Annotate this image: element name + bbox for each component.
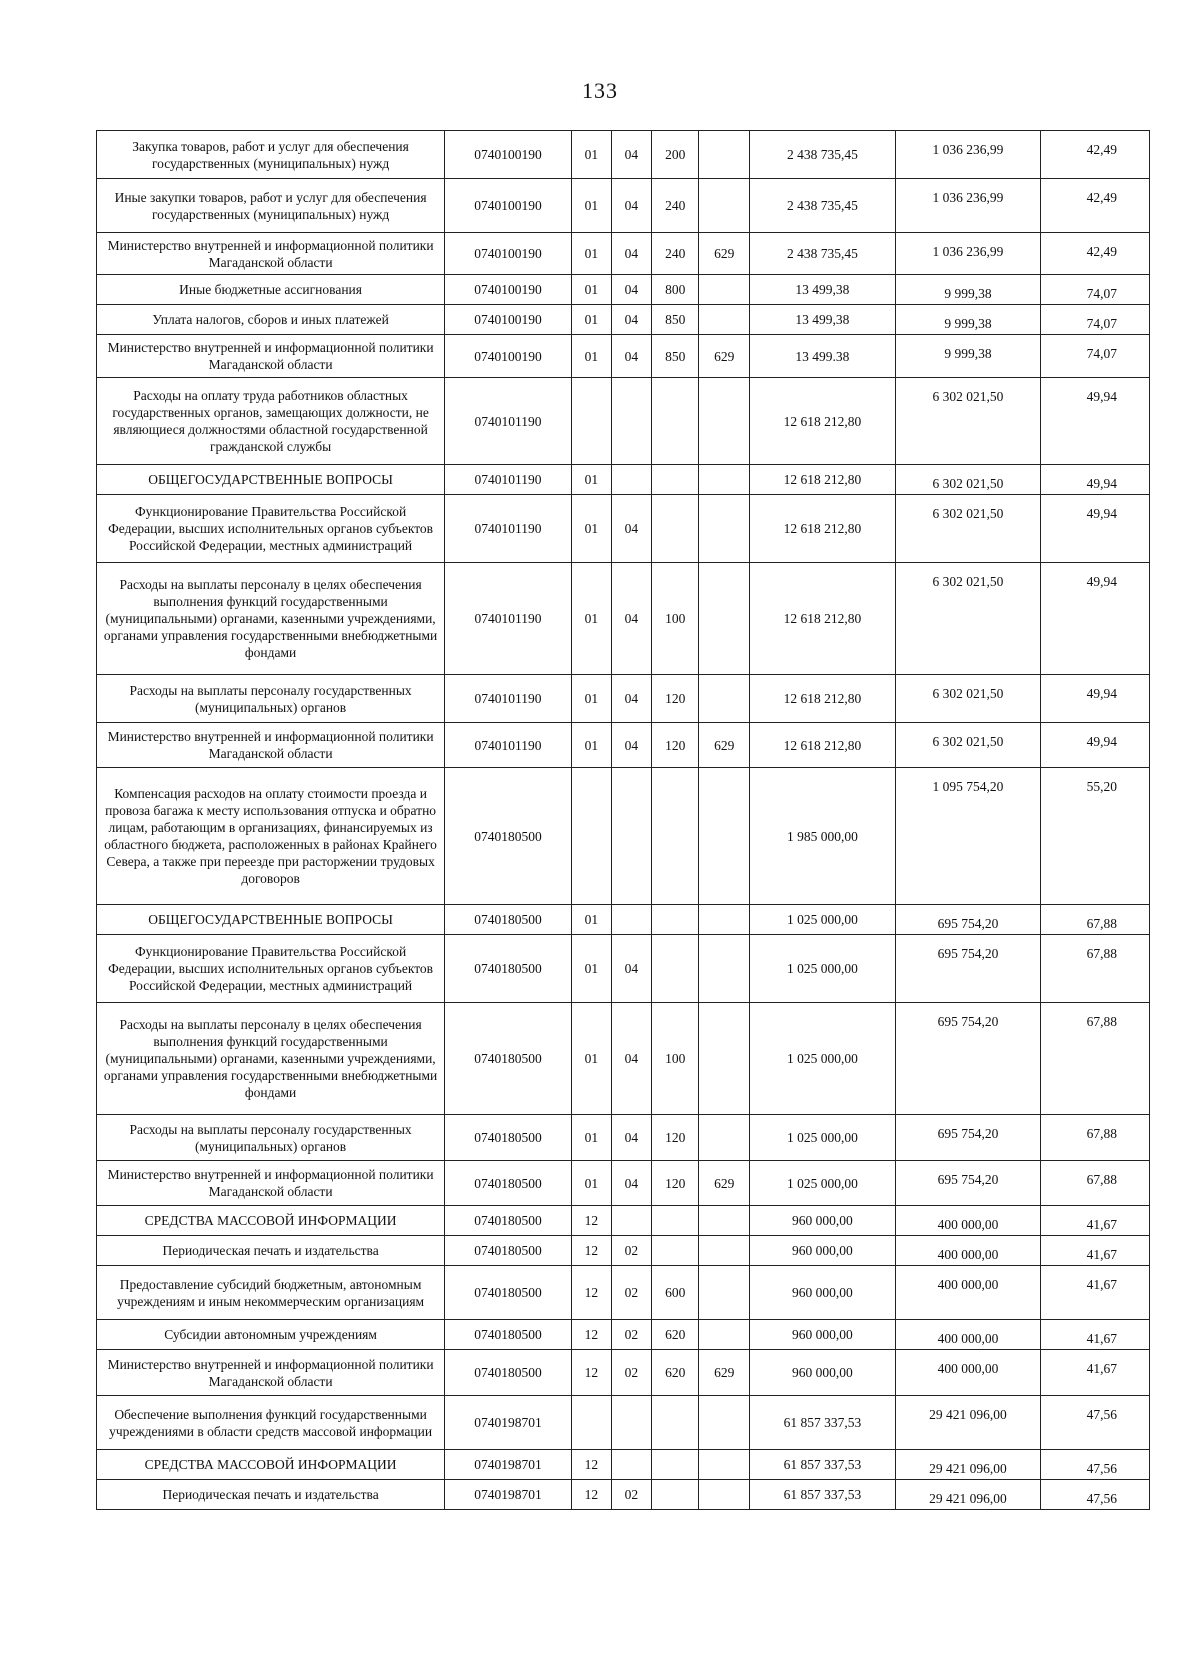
table-row (97, 305, 1150, 335)
row-name-cell: Министерство внутренней и информационной политики Магаданской области (97, 1350, 445, 1396)
row-csr-code-cell: 0740100190 (445, 179, 572, 233)
row-csr-code-cell: 0740198701 (445, 1396, 572, 1450)
row-subsection-code-cell (611, 1450, 651, 1480)
row-executed-amount-cell: 29 421 096,00 (895, 1396, 1041, 1450)
row-section-code-cell: 01 (571, 563, 611, 675)
row-ministry-code-cell (699, 1003, 750, 1115)
row-planned-amount-cell: 13 499,38 (750, 275, 896, 305)
row-ministry-code-cell: 629 (699, 723, 750, 768)
row-section-code-cell: 12 (571, 1266, 611, 1320)
row-ministry-code-cell (699, 1396, 750, 1450)
table-row (97, 1480, 1150, 1510)
row-percent-cell: 41,67 (1041, 1320, 1150, 1350)
row-csr-code-cell: 0740101190 (445, 378, 572, 465)
row-percent-cell: 49,94 (1041, 675, 1150, 723)
row-percent-cell: 67,88 (1041, 1161, 1150, 1206)
row-csr-code-cell: 0740180500 (445, 1266, 572, 1320)
row-expense-type-cell: 120 (651, 723, 698, 768)
row-name-cell: Функционирование Правительства Российской Федерации, высших исполнительных органов субъектов Российской Федерации, местных администраций (97, 495, 445, 563)
row-percent-cell: 67,88 (1041, 935, 1150, 1003)
row-expense-type-cell (651, 495, 698, 563)
row-ministry-code-cell (699, 563, 750, 675)
row-planned-amount-cell: 960 000,00 (750, 1206, 896, 1236)
row-ministry-code-cell (699, 495, 750, 563)
row-subsection-code-cell: 04 (611, 675, 651, 723)
row-subsection-code-cell (611, 465, 651, 495)
row-planned-amount-cell: 13 499.38 (750, 335, 896, 378)
row-ministry-code-cell (699, 275, 750, 305)
row-percent-cell: 67,88 (1041, 1003, 1150, 1115)
row-expense-type-cell (651, 1480, 698, 1510)
table-row (97, 1450, 1150, 1480)
row-ministry-code-cell: 629 (699, 1161, 750, 1206)
row-name-cell: Расходы на выплаты персоналу в целях обеспечения выполнения функций государственными (муниципальными) органами, казенными учреждениями, органами управления государственными внебюджетными фондами (97, 563, 445, 675)
row-ministry-code-cell (699, 1480, 750, 1510)
row-percent-cell: 42,49 (1041, 233, 1150, 275)
table-row (97, 1003, 1150, 1115)
row-section-code-cell: 01 (571, 179, 611, 233)
table-row (97, 563, 1150, 675)
row-percent-cell: 42,49 (1041, 131, 1150, 179)
row-section-code-cell: 01 (571, 275, 611, 305)
row-executed-amount-cell: 695 754,20 (895, 1003, 1041, 1115)
row-executed-amount-cell: 1 095 754,20 (895, 768, 1041, 905)
row-planned-amount-cell: 12 618 212,80 (750, 723, 896, 768)
row-subsection-code-cell: 04 (611, 563, 651, 675)
row-name-cell: Периодическая печать и издательства (97, 1236, 445, 1266)
row-planned-amount-cell: 2 438 735,45 (750, 233, 896, 275)
row-planned-amount-cell: 960 000,00 (750, 1350, 896, 1396)
row-expense-type-cell: 620 (651, 1320, 698, 1350)
row-subsection-code-cell: 02 (611, 1266, 651, 1320)
row-name-cell: Министерство внутренней и информационной политики Магаданской области (97, 723, 445, 768)
row-subsection-code-cell: 02 (611, 1350, 651, 1396)
row-name-cell: Уплата налогов, сборов и иных платежей (97, 305, 445, 335)
row-ministry-code-cell (699, 1206, 750, 1236)
row-section-code-cell: 01 (571, 905, 611, 935)
row-ministry-code-cell (699, 1450, 750, 1480)
row-subsection-code-cell (611, 1396, 651, 1450)
row-expense-type-cell: 240 (651, 233, 698, 275)
table-row (97, 1320, 1150, 1350)
row-executed-amount-cell: 695 754,20 (895, 1115, 1041, 1161)
row-ministry-code-cell (699, 935, 750, 1003)
row-section-code-cell: 12 (571, 1320, 611, 1350)
row-subsection-code-cell: 04 (611, 723, 651, 768)
row-executed-amount-cell: 1 036 236,99 (895, 179, 1041, 233)
row-section-code-cell: 01 (571, 495, 611, 563)
row-percent-cell: 49,94 (1041, 378, 1150, 465)
row-expense-type-cell: 200 (651, 131, 698, 179)
row-executed-amount-cell: 6 302 021,50 (895, 723, 1041, 768)
row-planned-amount-cell: 12 618 212,80 (750, 675, 896, 723)
row-subsection-code-cell: 04 (611, 495, 651, 563)
row-section-code-cell: 01 (571, 131, 611, 179)
row-csr-code-cell: 0740180500 (445, 1115, 572, 1161)
row-expense-type-cell: 240 (651, 179, 698, 233)
row-name-cell: Министерство внутренней и информационной политики Магаданской области (97, 233, 445, 275)
row-expense-type-cell: 600 (651, 1266, 698, 1320)
row-percent-cell: 41,67 (1041, 1206, 1150, 1236)
row-executed-amount-cell: 400 000,00 (895, 1236, 1041, 1266)
row-executed-amount-cell: 1 036 236,99 (895, 233, 1041, 275)
row-executed-amount-cell: 695 754,20 (895, 1161, 1041, 1206)
row-subsection-code-cell (611, 1206, 651, 1236)
row-name-cell: Обеспечение выполнения функций государственными учреждениями в области средств массовой информации (97, 1396, 445, 1450)
row-planned-amount-cell: 1 025 000,00 (750, 935, 896, 1003)
row-csr-code-cell: 0740101190 (445, 675, 572, 723)
row-planned-amount-cell: 960 000,00 (750, 1266, 896, 1320)
row-csr-code-cell: 0740100190 (445, 233, 572, 275)
row-planned-amount-cell: 1 025 000,00 (750, 1115, 896, 1161)
row-executed-amount-cell: 6 302 021,50 (895, 495, 1041, 563)
table-row (97, 335, 1150, 378)
row-csr-code-cell: 0740180500 (445, 905, 572, 935)
row-csr-code-cell: 0740100190 (445, 131, 572, 179)
row-csr-code-cell: 0740180500 (445, 1350, 572, 1396)
row-section-code-cell: 01 (571, 723, 611, 768)
row-section-code-cell: 01 (571, 233, 611, 275)
row-ministry-code-cell (699, 179, 750, 233)
row-percent-cell: 41,67 (1041, 1236, 1150, 1266)
row-subsection-code-cell (611, 905, 651, 935)
row-name-cell: Иные закупки товаров, работ и услуг для обеспечения государственных (муниципальных) нужд (97, 179, 445, 233)
row-csr-code-cell: 0740101190 (445, 723, 572, 768)
table-row (97, 275, 1150, 305)
row-csr-code-cell: 0740100190 (445, 275, 572, 305)
row-section-code-cell (571, 1396, 611, 1450)
table-row (97, 179, 1150, 233)
row-executed-amount-cell: 9 999,38 (895, 305, 1041, 335)
table-row (97, 1350, 1150, 1396)
row-name-cell: Периодическая печать и издательства (97, 1480, 445, 1510)
row-subsection-code-cell: 02 (611, 1480, 651, 1510)
row-planned-amount-cell: 12 618 212,80 (750, 378, 896, 465)
row-executed-amount-cell: 400 000,00 (895, 1350, 1041, 1396)
row-expense-type-cell: 100 (651, 563, 698, 675)
row-name-cell: Министерство внутренней и информационной политики Магаданской области (97, 335, 445, 378)
table-row (97, 723, 1150, 768)
row-csr-code-cell: 0740100190 (445, 335, 572, 378)
row-name-cell: Расходы на выплаты персоналу в целях обеспечения выполнения функций государственными (муниципальными) органами, казенными учреждениями, органами управления государственными внебюджетными фондами (97, 1003, 445, 1115)
row-planned-amount-cell: 61 857 337,53 (750, 1396, 896, 1450)
row-percent-cell: 41,67 (1041, 1350, 1150, 1396)
table-row (97, 495, 1150, 563)
table-row (97, 1396, 1150, 1450)
row-planned-amount-cell: 960 000,00 (750, 1320, 896, 1350)
row-csr-code-cell: 0740180500 (445, 1161, 572, 1206)
row-executed-amount-cell: 29 421 096,00 (895, 1480, 1041, 1510)
table-row (97, 935, 1150, 1003)
row-name-cell: СРЕДСТВА МАССОВОЙ ИНФОРМАЦИИ (97, 1450, 445, 1480)
row-planned-amount-cell: 61 857 337,53 (750, 1450, 896, 1480)
row-ministry-code-cell (699, 1320, 750, 1350)
row-executed-amount-cell: 400 000,00 (895, 1206, 1041, 1236)
row-subsection-code-cell: 04 (611, 335, 651, 378)
row-expense-type-cell (651, 1206, 698, 1236)
row-executed-amount-cell: 6 302 021,50 (895, 465, 1041, 495)
row-expense-type-cell: 800 (651, 275, 698, 305)
table-row (97, 905, 1150, 935)
table-row (97, 378, 1150, 465)
row-name-cell: Компенсация расходов на оплату стоимости проезда и провоза багажа к месту использования отпуска и обратно лицам, работающим в организациях, финансируемых из областного бюджета, расположенных в районах Крайнего Севера, а также при переезде при расторжении трудовых договоров (97, 768, 445, 905)
row-csr-code-cell: 0740180500 (445, 1320, 572, 1350)
table-row (97, 131, 1150, 179)
row-section-code-cell: 01 (571, 935, 611, 1003)
row-section-code-cell: 01 (571, 675, 611, 723)
row-csr-code-cell: 0740101190 (445, 563, 572, 675)
row-ministry-code-cell (699, 1236, 750, 1266)
table-row (97, 1206, 1150, 1236)
row-percent-cell: 47,56 (1041, 1480, 1150, 1510)
row-subsection-code-cell: 04 (611, 1161, 651, 1206)
row-section-code-cell: 01 (571, 305, 611, 335)
row-percent-cell: 55,20 (1041, 768, 1150, 905)
row-section-code-cell: 01 (571, 335, 611, 378)
row-executed-amount-cell: 400 000,00 (895, 1320, 1041, 1350)
table-row (97, 1161, 1150, 1206)
row-executed-amount-cell: 695 754,20 (895, 905, 1041, 935)
row-executed-amount-cell: 9 999,38 (895, 335, 1041, 378)
row-ministry-code-cell: 629 (699, 233, 750, 275)
row-csr-code-cell: 0740198701 (445, 1450, 572, 1480)
row-section-code-cell: 12 (571, 1236, 611, 1266)
row-ministry-code-cell (699, 378, 750, 465)
row-section-code-cell: 01 (571, 465, 611, 495)
row-csr-code-cell: 0740180500 (445, 1236, 572, 1266)
row-expense-type-cell (651, 1236, 698, 1266)
row-percent-cell: 74,07 (1041, 275, 1150, 305)
row-name-cell: Закупка товаров, работ и услуг для обеспечения государственных (муниципальных) нужд (97, 131, 445, 179)
row-section-code-cell: 12 (571, 1480, 611, 1510)
row-expense-type-cell: 850 (651, 305, 698, 335)
row-expense-type-cell (651, 1396, 698, 1450)
row-executed-amount-cell: 29 421 096,00 (895, 1450, 1041, 1480)
row-section-code-cell (571, 768, 611, 905)
row-ministry-code-cell (699, 1266, 750, 1320)
row-ministry-code-cell (699, 131, 750, 179)
row-section-code-cell (571, 378, 611, 465)
row-percent-cell: 49,94 (1041, 465, 1150, 495)
row-name-cell: ОБЩЕГОСУДАРСТВЕННЫЕ ВОПРОСЫ (97, 465, 445, 495)
row-executed-amount-cell: 6 302 021,50 (895, 378, 1041, 465)
row-executed-amount-cell: 9 999,38 (895, 275, 1041, 305)
row-csr-code-cell: 0740180500 (445, 768, 572, 905)
table-row (97, 1236, 1150, 1266)
row-percent-cell: 42,49 (1041, 179, 1150, 233)
row-percent-cell: 41,67 (1041, 1266, 1150, 1320)
row-subsection-code-cell: 04 (611, 131, 651, 179)
row-planned-amount-cell: 1 025 000,00 (750, 1161, 896, 1206)
row-ministry-code-cell (699, 905, 750, 935)
row-expense-type-cell: 100 (651, 1003, 698, 1115)
row-expense-type-cell (651, 378, 698, 465)
row-csr-code-cell: 0740180500 (445, 1003, 572, 1115)
row-subsection-code-cell: 04 (611, 1003, 651, 1115)
row-percent-cell: 74,07 (1041, 305, 1150, 335)
row-ministry-code-cell (699, 675, 750, 723)
row-expense-type-cell (651, 768, 698, 905)
budget-table (96, 130, 1150, 1510)
row-percent-cell: 67,88 (1041, 905, 1150, 935)
row-section-code-cell: 01 (571, 1115, 611, 1161)
row-percent-cell: 49,94 (1041, 723, 1150, 768)
row-ministry-code-cell (699, 768, 750, 905)
row-percent-cell: 47,56 (1041, 1450, 1150, 1480)
row-planned-amount-cell: 1 985 000,00 (750, 768, 896, 905)
row-ministry-code-cell: 629 (699, 1350, 750, 1396)
row-csr-code-cell: 0740100190 (445, 305, 572, 335)
row-subsection-code-cell (611, 768, 651, 905)
row-section-code-cell: 12 (571, 1450, 611, 1480)
row-planned-amount-cell: 1 025 000,00 (750, 905, 896, 935)
page-number: 133 (582, 78, 618, 103)
row-subsection-code-cell: 04 (611, 233, 651, 275)
row-ministry-code-cell (699, 465, 750, 495)
row-planned-amount-cell: 2 438 735,45 (750, 131, 896, 179)
row-expense-type-cell (651, 465, 698, 495)
table-body (97, 131, 1150, 1510)
row-subsection-code-cell: 02 (611, 1320, 651, 1350)
row-csr-code-cell: 0740180500 (445, 1206, 572, 1236)
row-subsection-code-cell: 04 (611, 179, 651, 233)
table-row (97, 768, 1150, 905)
row-expense-type-cell: 120 (651, 1161, 698, 1206)
row-executed-amount-cell: 400 000,00 (895, 1266, 1041, 1320)
row-planned-amount-cell: 61 857 337,53 (750, 1480, 896, 1510)
row-expense-type-cell: 620 (651, 1350, 698, 1396)
row-ministry-code-cell (699, 1115, 750, 1161)
row-expense-type-cell (651, 905, 698, 935)
table-row (97, 675, 1150, 723)
row-percent-cell: 74,07 (1041, 335, 1150, 378)
row-expense-type-cell (651, 1450, 698, 1480)
row-planned-amount-cell: 12 618 212,80 (750, 563, 896, 675)
row-subsection-code-cell: 04 (611, 305, 651, 335)
row-planned-amount-cell: 1 025 000,00 (750, 1003, 896, 1115)
row-ministry-code-cell: 629 (699, 335, 750, 378)
row-subsection-code-cell: 04 (611, 275, 651, 305)
row-planned-amount-cell: 12 618 212,80 (750, 465, 896, 495)
row-percent-cell: 47,56 (1041, 1396, 1150, 1450)
row-csr-code-cell: 0740180500 (445, 935, 572, 1003)
row-name-cell: Предоставление субсидий бюджетным, автономным учреждениям и иным некоммерческим организациям (97, 1266, 445, 1320)
row-section-code-cell: 01 (571, 1003, 611, 1115)
row-executed-amount-cell: 6 302 021,50 (895, 675, 1041, 723)
row-planned-amount-cell: 12 618 212,80 (750, 495, 896, 563)
row-section-code-cell: 12 (571, 1206, 611, 1236)
table-row (97, 1266, 1150, 1320)
row-ministry-code-cell (699, 305, 750, 335)
row-name-cell: Расходы на выплаты персоналу государственных (муниципальных) органов (97, 675, 445, 723)
row-section-code-cell: 12 (571, 1350, 611, 1396)
row-percent-cell: 49,94 (1041, 495, 1150, 563)
row-executed-amount-cell: 1 036 236,99 (895, 131, 1041, 179)
row-planned-amount-cell: 2 438 735,45 (750, 179, 896, 233)
row-expense-type-cell: 850 (651, 335, 698, 378)
row-name-cell: Иные бюджетные ассигнования (97, 275, 445, 305)
row-expense-type-cell: 120 (651, 675, 698, 723)
row-section-code-cell: 01 (571, 1161, 611, 1206)
row-subsection-code-cell: 02 (611, 1236, 651, 1266)
row-name-cell: Министерство внутренней и информационной политики Магаданской области (97, 1161, 445, 1206)
row-percent-cell: 67,88 (1041, 1115, 1150, 1161)
row-name-cell: Функционирование Правительства Российской Федерации, высших исполнительных органов субъектов Российской Федерации, местных администраций (97, 935, 445, 1003)
row-planned-amount-cell: 13 499,38 (750, 305, 896, 335)
row-csr-code-cell: 0740101190 (445, 465, 572, 495)
table-row (97, 1115, 1150, 1161)
row-expense-type-cell (651, 935, 698, 1003)
row-csr-code-cell: 0740198701 (445, 1480, 572, 1510)
table-row (97, 465, 1150, 495)
row-csr-code-cell: 0740101190 (445, 495, 572, 563)
row-name-cell: Субсидии автономным учреждениям (97, 1320, 445, 1350)
row-name-cell: Расходы на оплату труда работников областных государственных органов, замещающих должности, не являющиеся должностями областной государственной гражданской службы (97, 378, 445, 465)
row-name-cell: ОБЩЕГОСУДАРСТВЕННЫЕ ВОПРОСЫ (97, 905, 445, 935)
row-expense-type-cell: 120 (651, 1115, 698, 1161)
row-name-cell: СРЕДСТВА МАССОВОЙ ИНФОРМАЦИИ (97, 1206, 445, 1236)
row-subsection-code-cell: 04 (611, 1115, 651, 1161)
table-row (97, 233, 1150, 275)
row-planned-amount-cell: 960 000,00 (750, 1236, 896, 1266)
row-executed-amount-cell: 695 754,20 (895, 935, 1041, 1003)
row-name-cell: Расходы на выплаты персоналу государственных (муниципальных) органов (97, 1115, 445, 1161)
row-subsection-code-cell (611, 378, 651, 465)
row-executed-amount-cell: 6 302 021,50 (895, 563, 1041, 675)
row-percent-cell: 49,94 (1041, 563, 1150, 675)
row-subsection-code-cell: 04 (611, 935, 651, 1003)
